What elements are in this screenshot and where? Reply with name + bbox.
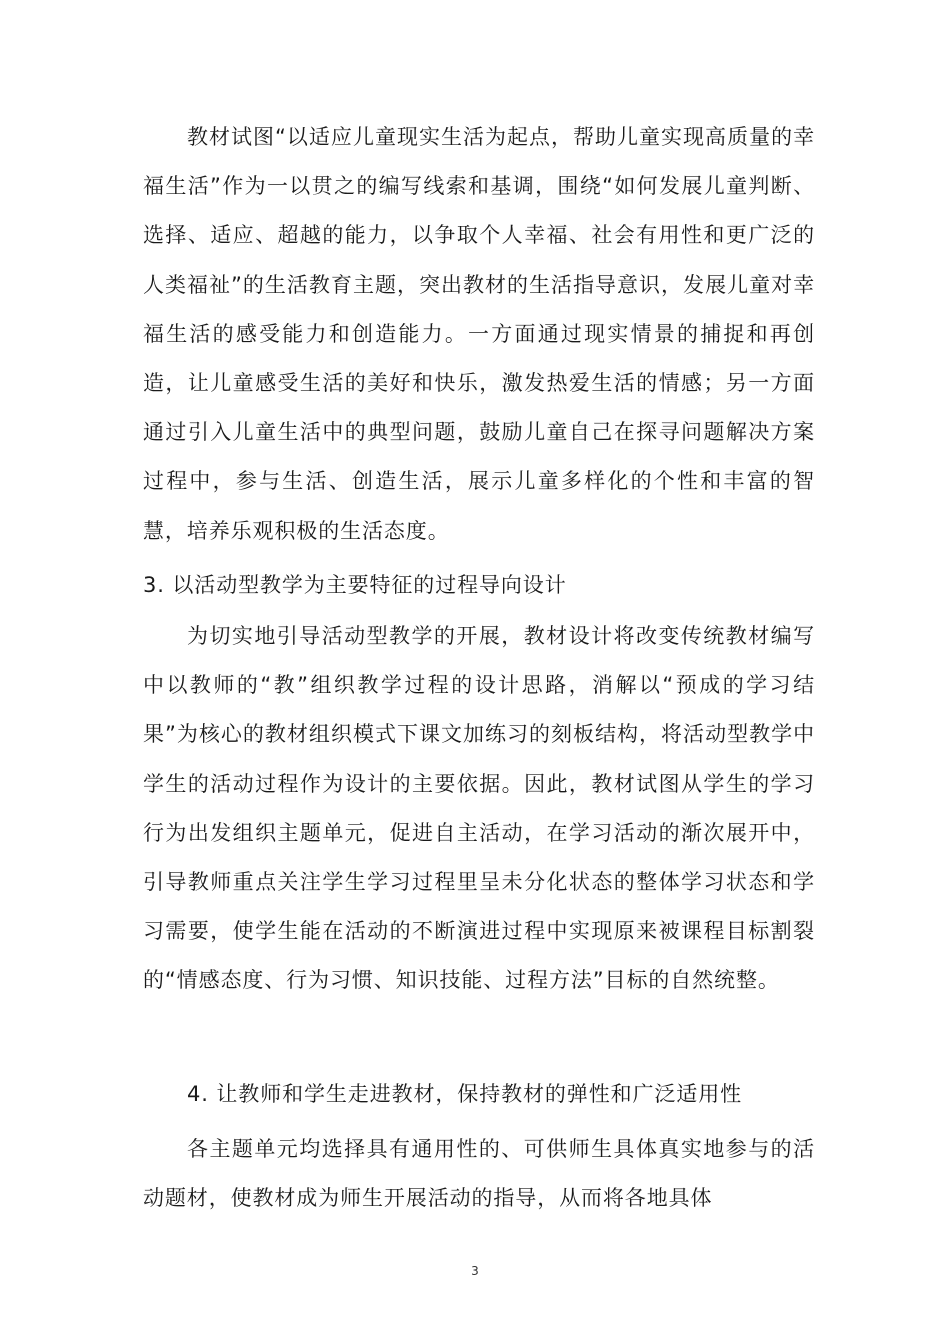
paragraph-text: 为切实地引导活动型教学的开展，教材设计将改变传统教材编写中以教师的“教”组织教学过程的设计思路，消解以“预成的学习结果”为核心的教材组织模式下课文加练习的刻板结构，将活动型教学中学生的活动过程作为设计的主要依据。因此，教材试图从学生的学习行为出发组织主题单元，促进自主活动，在学习活动的渐次展开中，引导教师重点关注学生学习过程里呈未分化状态的整体学习状态和学习需要，使学生能在活动的不断演进过程中实现原来被课程目标割裂的“情感态度、行为习惯、知识技能、过程方法”目标的自然统整。 xyxy=(143,624,815,993)
paragraph-text: 教材试图“以适应儿童现实生活为起点，帮助儿童实现高质量的幸福生活”作为一以贯之的编写线索和基调，围绕“如何发展儿童判断、选择、适应、超越的能力，以争取个人幸福、社会有用性和更广泛的人类福祉”的生活教育主题，突出教材的生活指导意识，发展儿童对幸福生活的感受能力和创造能力。一方面通过现实情景的捕捉和再创造，让儿童感受生活的美好和快乐，激发热爱生活的情感；另一方面通过引入儿童生活中的典型问题，鼓励儿童自己在探寻问题解决方案过程中，参与生活、创造生活，展示儿童多样化的个性和丰富的智慧，培养乐观积极的生活态度。 xyxy=(143,125,815,543)
body-paragraph xyxy=(143,1125,815,1223)
heading-text: 3. 以活动型教学为主要特征的过程导向设计 xyxy=(143,573,567,597)
body-paragraph xyxy=(143,612,815,1006)
section-heading xyxy=(143,1070,815,1119)
heading-text: 4. 让教师和学生走进教材，保持教材的弹性和广泛适用性 xyxy=(187,1082,743,1106)
body-paragraph xyxy=(143,113,815,556)
page-number: 3 xyxy=(471,1264,479,1278)
section-heading xyxy=(143,561,815,610)
paragraph-text: 各主题单元均选择具有通用性的、可供师生具体真实地参与的活动题材，使教材成为师生开展活动的指导，从而将各地具体 xyxy=(143,1137,815,1211)
